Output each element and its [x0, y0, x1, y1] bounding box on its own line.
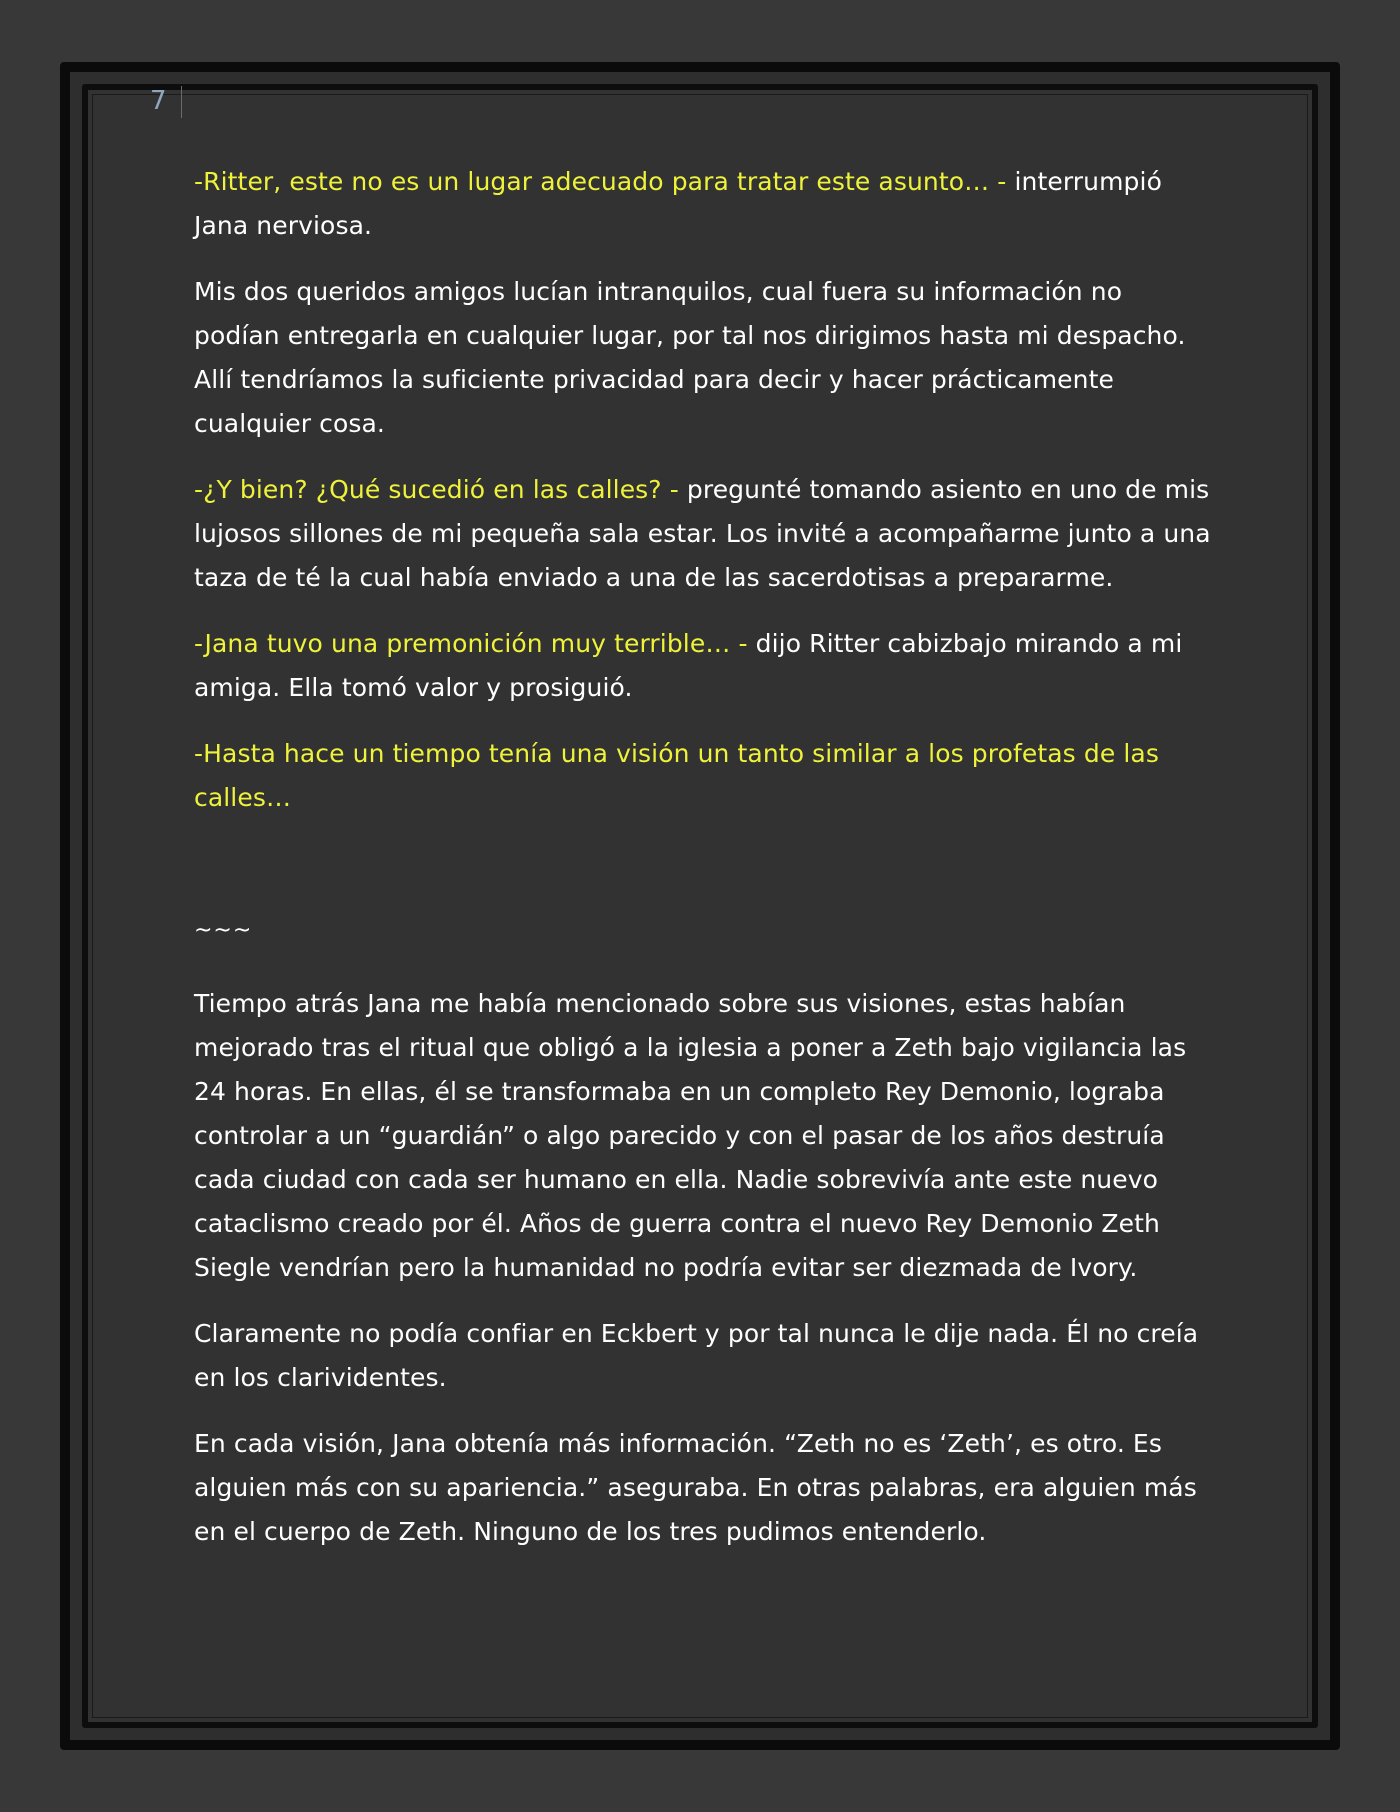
story-text-section-1	[194, 160, 1214, 842]
page-number: 7	[150, 86, 167, 116]
narration-text: pregunté tomando asiento en uno de mis lujosos sillones de mi pequeña sala estar. Los invité a acompañarme junto a una taza de té la cual había enviado a una de las sacerdotisas a prepararme.	[194, 475, 1211, 592]
paragraph-4	[194, 622, 1214, 710]
paragraph-7: Claramente no podía confiar en Eckbert y por tal nunca le dije nada. Él no creía en los clarividentes.	[194, 1319, 1199, 1392]
paragraph-1	[194, 160, 1214, 248]
dialogue-question: -¿Y bien? ¿Qué sucedió en las calles? -	[194, 475, 679, 504]
paragraph-5	[194, 732, 1214, 820]
page-number-divider	[181, 86, 182, 118]
paragraph-2	[194, 270, 1214, 446]
narration-text: interrumpió Jana nerviosa.	[194, 167, 1162, 240]
paragraph-6: Tiempo atrás Jana me había mencionado sobre sus visiones, estas habían mejorado tras el ritual que obligó a la iglesia a poner a Zeth bajo vigilancia las 24 horas. En ellas, él se transformaba en un completo Rey Demonio, lograba controlar a un “guardián” o algo parecido y con el pasar de los años destruía cada ciudad con cada ser humano en ella. Nadie sobrevivía ante este nuevo cataclismo creado por él. Años de guerra contra el nuevo Rey Demonio Zeth Siegle vendrían pero la humanidad no podría evitar ser diezmada de Ivory.	[194, 989, 1187, 1282]
narration-text: dijo Ritter cabizbajo mirando a mi amiga. Ella tomó valor y prosiguió.	[194, 629, 1183, 702]
scene-separator: ~~~	[194, 918, 253, 943]
dialogue-ritter-jana: -Ritter, este no es un lugar adecuado para tratar este asunto… -	[194, 167, 1007, 196]
paragraph-3	[194, 468, 1214, 600]
story-text-section-2	[194, 982, 1214, 1576]
dialogue-vision: -Hasta hace un tiempo tenía una visión un tanto similar a los profetas de las calles…	[194, 739, 1159, 812]
narration-text: Mis dos queridos amigos lucían intranquilos, cual fuera su información no podían entregarla en cualquier lugar, por tal nos dirigimos hasta mi despacho. Allí tendríamos la suficiente privacidad para decir y hacer prácticamente cualquier cosa.	[194, 277, 1186, 438]
paragraph-8: En cada visión, Jana obtenía más información. “Zeth no es ‘Zeth’, es otro. Es alguien más con su apariencia.” aseguraba. En otras palabras, era alguien más en el cuerpo de Zeth. Ninguno de los tres pudimos entenderlo.	[194, 1429, 1197, 1546]
dialogue-premonition: -Jana tuvo una premonición muy terrible… -	[194, 629, 748, 658]
